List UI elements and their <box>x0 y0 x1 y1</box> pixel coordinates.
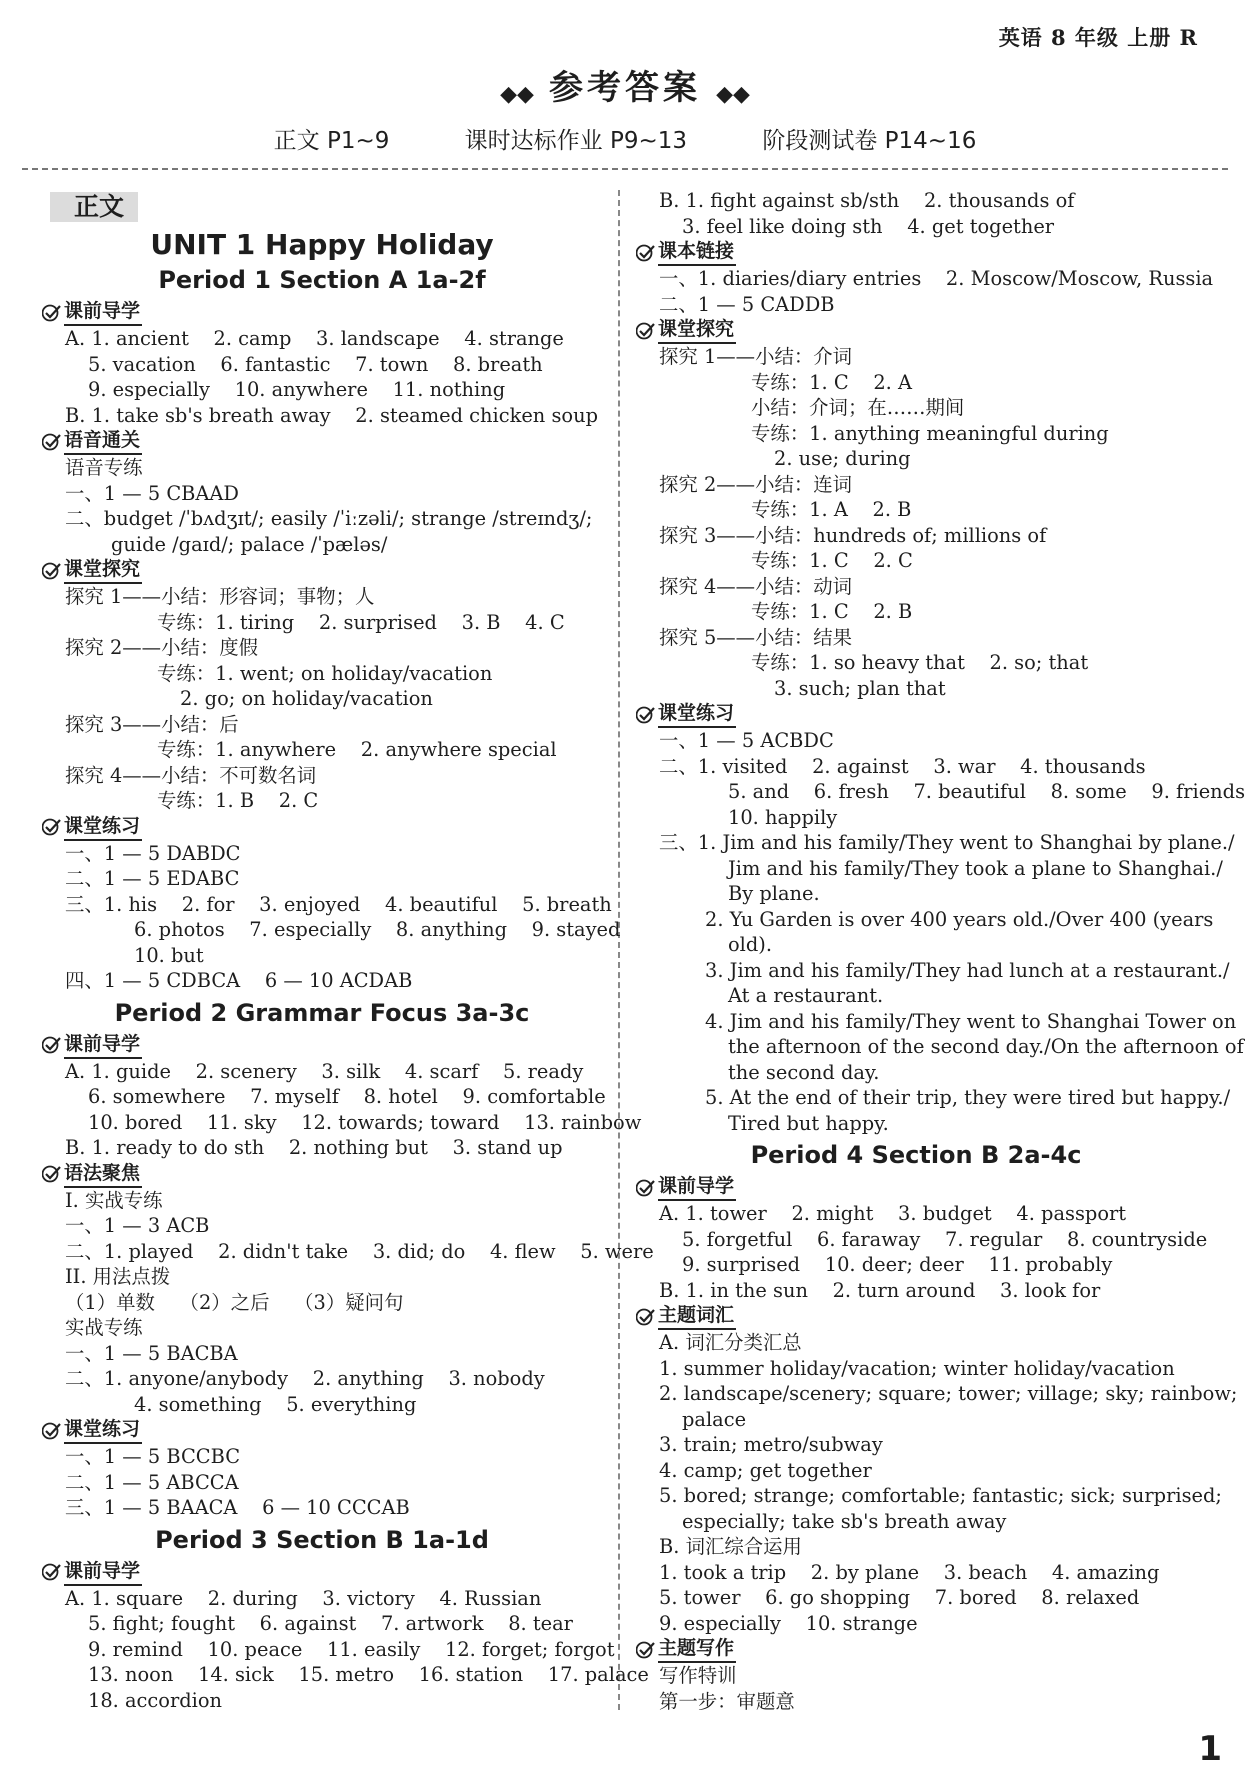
section-heading-label: 课本链接 <box>658 239 736 266</box>
answer-line: Tired but happy. <box>728 1111 889 1135</box>
answer-line: 1. summer holiday/vacation; winter holiday/vacation <box>659 1356 1175 1380</box>
check-circle-icon <box>42 1563 62 1581</box>
answer-line: 探究 1——小结：介词 <box>659 345 853 368</box>
section-heading-label: 语法聚焦 <box>64 1161 142 1188</box>
answer-line: At a restaurant. <box>728 984 884 1007</box>
answer-line: old). <box>728 933 773 956</box>
check-circle-icon <box>636 1179 656 1197</box>
answer-line: A. 词汇分类汇总 <box>659 1331 802 1354</box>
answer-line: 5. and 6. fresh 7. beautiful 8. some 9. friends <box>728 780 1246 803</box>
answer-line: guide /gaɪd/; palace /ˈpæləs/ <box>111 532 388 556</box>
answer-line: 二、1 — 5 ABCCA <box>65 1470 239 1494</box>
check-circle-icon <box>42 304 62 322</box>
check-circle-icon <box>636 1308 656 1326</box>
section-heading <box>42 428 602 455</box>
answer-line: 2. go; on holiday/vacation <box>180 687 433 710</box>
unit-heading: UNIT 1 Happy Holiday <box>150 227 494 261</box>
answer-line: A. 1. tower 2. might 3. budget 4. passport <box>659 1202 1127 1225</box>
answer-line: 探究 4——小结：动词 <box>659 574 853 598</box>
section-heading <box>42 1161 602 1188</box>
answer-line: 一、1 — 5 ACBDC <box>659 729 834 752</box>
section-heading <box>42 814 602 841</box>
right-column <box>636 188 1246 1714</box>
answer-line: especially; take sb's breath away <box>682 1509 1007 1533</box>
answer-line: II. 用法点拨 <box>65 1265 171 1288</box>
answer-line: 9. remind 10. peace 11. easily 12. forget; forgot <box>88 1637 615 1661</box>
check-circle-icon <box>42 1422 62 1440</box>
answer-line: 二、1. visited 2. against 3. war 4. thousands <box>659 754 1146 778</box>
answer-line: 9. especially 10. strange <box>659 1611 918 1635</box>
answer-line: the afternoon of the second day./On the afternoon of <box>728 1035 1244 1058</box>
answer-line: 一、1 — 5 BCCBC <box>65 1445 241 1468</box>
check-circle-icon <box>636 706 656 724</box>
section-heading-label: 课前导学 <box>64 1032 142 1059</box>
diamond-left-icon: ◆◆ <box>500 82 534 107</box>
check-circle-icon <box>42 818 62 836</box>
answer-line: 二、1. anyone/anybody 2. anything 3. nobody <box>65 1367 545 1390</box>
answer-line: 探究 3——小结：hundreds of; millions of <box>659 523 1047 547</box>
check-circle-icon <box>42 1165 62 1183</box>
section-heading <box>636 701 1196 728</box>
answer-line: B. 1. ready to do sth 2. nothing but 3. stand up <box>65 1136 563 1159</box>
answer-line: 5. forgetful 6. faraway 7. regular 8. countryside <box>682 1227 1208 1251</box>
answer-line: 探究 1——小结：形容词；事物；人 <box>65 585 375 608</box>
answer-line: palace <box>682 1407 747 1431</box>
answer-line: A. 1. ancient 2. camp 3. landscape 4. strange <box>65 327 564 350</box>
answer-line: 专练：1. so heavy that 2. so; that <box>751 651 1089 674</box>
answer-line: 一、1 — 5 CBAAD <box>65 481 239 505</box>
answer-line: 3. train; metro/subway <box>659 1433 883 1456</box>
answer-line: 5. At the end of their trip, they were tired but happy./ <box>705 1086 1231 1109</box>
answer-line: 4. camp; get together <box>659 1458 872 1482</box>
answer-line: 专练：1. went; on holiday/vacation <box>157 661 493 685</box>
answer-line: 5. vacation 6. fantastic 7. town 8. breath <box>88 352 543 376</box>
section-heading-label: 课前导学 <box>64 299 142 326</box>
answer-line: 探究 4——小结：不可数名词 <box>65 763 317 787</box>
section-heading <box>42 1559 602 1586</box>
section-heading-label: 课堂探究 <box>64 557 142 584</box>
answer-line: 2. Yu Garden is over 400 years old./Over 400 (years <box>705 907 1214 931</box>
answer-line: I. 实战专练 <box>65 1188 163 1212</box>
answer-line: 一、1 — 5 DABDC <box>65 841 241 865</box>
section-heading-label: 课堂练习 <box>64 814 142 841</box>
answer-line: 三、1. his 2. for 3. enjoyed 4. beautiful 5. breath <box>65 892 612 916</box>
answer-line: 1. took a trip 2. by plane 3. beach 4. amazing <box>659 1560 1160 1584</box>
answer-line: 13. noon 14. sick 15. metro 16. station 17. palace <box>88 1663 649 1686</box>
answer-line: 探究 3——小结：后 <box>65 712 239 736</box>
section-heading-label: 课堂练习 <box>658 701 736 728</box>
answer-line: 5. fight; fought 6. against 7. artwork 8. tear <box>88 1612 573 1635</box>
subtitle-item: 正文 P1~9 <box>273 128 390 154</box>
answer-line: 专练：1. C 2. B <box>751 600 913 623</box>
subtitle-item: 阶段测试卷 P14~16 <box>762 128 977 154</box>
check-circle-icon <box>636 1641 656 1659</box>
answer-line: 2. use; during <box>774 447 911 470</box>
section-heading-label: 课堂探究 <box>658 317 736 344</box>
answer-line: 专练：1. anywhere 2. anywhere special <box>157 738 557 761</box>
answer-line: B. 1. fight against sb/sth 2. thousands of <box>659 189 1075 212</box>
answer-line: 一、1 — 5 BACBA <box>65 1341 238 1365</box>
column-divider <box>618 190 620 1710</box>
answer-line: B. 词汇综合运用 <box>659 1535 802 1558</box>
answer-line: 3. such; plan that <box>774 676 946 700</box>
answer-line: 一、1 — 3 ACB <box>65 1214 210 1237</box>
answer-line: 6. photos 7. especially 8. anything 9. stayed <box>134 918 621 941</box>
answer-line: 3. Jim and his family/They had lunch at a restaurant./ <box>705 958 1230 982</box>
answer-line: 二、budget /ˈbʌdʒɪt/; easily /ˈiːzəli/; strange /streɪndʒ/; <box>65 507 593 530</box>
check-circle-icon <box>42 562 62 580</box>
page-number: 1 <box>1198 1729 1222 1769</box>
section-tab <box>42 188 602 228</box>
section-heading-label: 语音通关 <box>64 428 142 455</box>
answer-line: 探究 5——小结：结果 <box>659 625 853 649</box>
answer-line: 二、1 — 5 EDABC <box>65 867 240 890</box>
check-circle-icon <box>42 433 62 451</box>
section-heading <box>636 1303 1196 1330</box>
subtitle-bar <box>0 122 1250 155</box>
section-heading-label: 主题写作 <box>658 1636 736 1663</box>
section-heading <box>42 557 602 584</box>
answer-line: 专练：1. tiring 2. surprised 3. B 4. C <box>157 610 565 634</box>
section-heading <box>42 299 602 326</box>
section-heading-label: 主题词汇 <box>658 1303 736 1330</box>
answer-line: B. 1. in the sun 2. turn around 3. look for <box>659 1278 1101 1302</box>
page-title: 参考答案 <box>549 68 701 108</box>
title-block <box>0 60 1250 109</box>
answer-line: A. 1. guide 2. scenery 3. silk 4. scarf 5. ready <box>65 1059 584 1083</box>
check-circle-icon <box>636 244 656 262</box>
answer-line: 2. landscape/scenery; square; tower; village; sky; rainbow; <box>659 1382 1238 1405</box>
answer-line: 10. bored 11. sky 12. towards; toward 13. rainbow <box>88 1110 642 1134</box>
answer-line: 专练：1. C 2. C <box>751 549 913 572</box>
answer-line: 5. tower 6. go shopping 7. bored 8. relaxed <box>659 1586 1140 1609</box>
answer-line: Jim and his family/They took a plane to Shanghai./ <box>728 856 1223 880</box>
answer-line: （1）单数 （2）之后 （3）疑问句 <box>65 1290 404 1314</box>
answer-line: 三、1. Jim and his family/They went to Shanghai by plane./ <box>659 831 1235 854</box>
diamond-right-icon: ◆◆ <box>716 82 750 107</box>
check-circle-icon <box>42 1036 62 1054</box>
answer-line: 探究 2——小结：连词 <box>659 472 853 496</box>
answer-line: 二、1 — 5 CADDB <box>659 292 835 316</box>
answer-line: By plane. <box>728 882 820 905</box>
header-divider <box>22 168 1228 170</box>
section-heading <box>42 1032 602 1059</box>
answer-line: 语音专练 <box>65 456 143 479</box>
section-heading-label: 课堂练习 <box>64 1417 142 1444</box>
book-info: 英语 8 年级 上册 R <box>998 25 1198 50</box>
left-column <box>42 188 654 1713</box>
check-circle-icon <box>636 322 656 340</box>
answer-line: 3. feel like doing sth 4. get together <box>682 214 1055 238</box>
answer-line: 专练：1. anything meaningful during <box>751 421 1109 445</box>
section-heading <box>636 317 1196 344</box>
answer-line: 专练：1. C 2. A <box>751 370 912 394</box>
answer-line: 实战专练 <box>65 1316 143 1339</box>
answer-line: 9. surprised 10. deer; deer 11. probably <box>682 1253 1113 1276</box>
answer-line: 6. somewhere 7. myself 8. hotel 9. comfortable <box>88 1085 606 1108</box>
section-heading <box>636 1636 1196 1663</box>
answer-line: 10. happily <box>728 805 838 829</box>
section-tab-label: 正文 <box>50 192 138 222</box>
answer-line: 探究 2——小结：度假 <box>65 636 259 659</box>
section-heading <box>636 1174 1196 1201</box>
answer-line: B. 1. take sb's breath away 2. steamed chicken soup <box>65 403 598 427</box>
answer-line: the second day. <box>728 1060 880 1084</box>
answer-line: 一、1. diaries/diary entries 2. Moscow/Moscow, Russia <box>659 267 1214 290</box>
answer-line: 二、1. played 2. didn't take 3. did; do 4. flew 5. were <box>65 1239 654 1263</box>
period-heading: Period 4 Section B 2a-4c <box>750 1141 1082 1169</box>
answer-line: 18. accordion <box>88 1688 223 1712</box>
section-heading <box>42 1417 602 1444</box>
answer-line: 专练：1. A 2. B <box>751 498 912 521</box>
answer-line: 小结：介词；在……期间 <box>751 396 965 419</box>
answer-line: 4. Jim and his family/They went to Shanghai Tower on <box>705 1009 1237 1033</box>
answer-line: 9. especially 10. anywhere 11. nothing <box>88 378 506 401</box>
answer-line: 10. but <box>134 943 204 967</box>
answer-line: 5. bored; strange; comfortable; fantastic; sick; surprised; <box>659 1484 1222 1507</box>
subtitle-item: 课时达标作业 P9~13 <box>464 128 688 154</box>
answer-line: 4. something 5. everything <box>134 1392 417 1416</box>
answer-line: 专练：1. B 2. C <box>157 789 319 812</box>
section-heading <box>636 239 1196 266</box>
section-heading-label: 课前导学 <box>64 1559 142 1586</box>
answer-line: A. 1. square 2. during 3. victory 4. Russian <box>65 1586 542 1610</box>
period-heading: Period 2 Grammar Focus 3a-3c <box>114 998 530 1027</box>
period-heading: Period 1 Section A 1a-2f <box>158 266 486 294</box>
answer-line: 三、1 — 5 BAACA 6 — 10 CCCAB <box>65 1496 410 1519</box>
period-heading: Period 3 Section B 1a-1d <box>155 1525 489 1554</box>
answer-line: 写作特训 <box>659 1664 737 1687</box>
answer-line: 四、1 — 5 CDBCA 6 — 10 ACDAB <box>65 969 413 992</box>
answer-line: 第一步：审题意 <box>659 1689 795 1713</box>
section-heading-label: 课前导学 <box>658 1174 736 1201</box>
